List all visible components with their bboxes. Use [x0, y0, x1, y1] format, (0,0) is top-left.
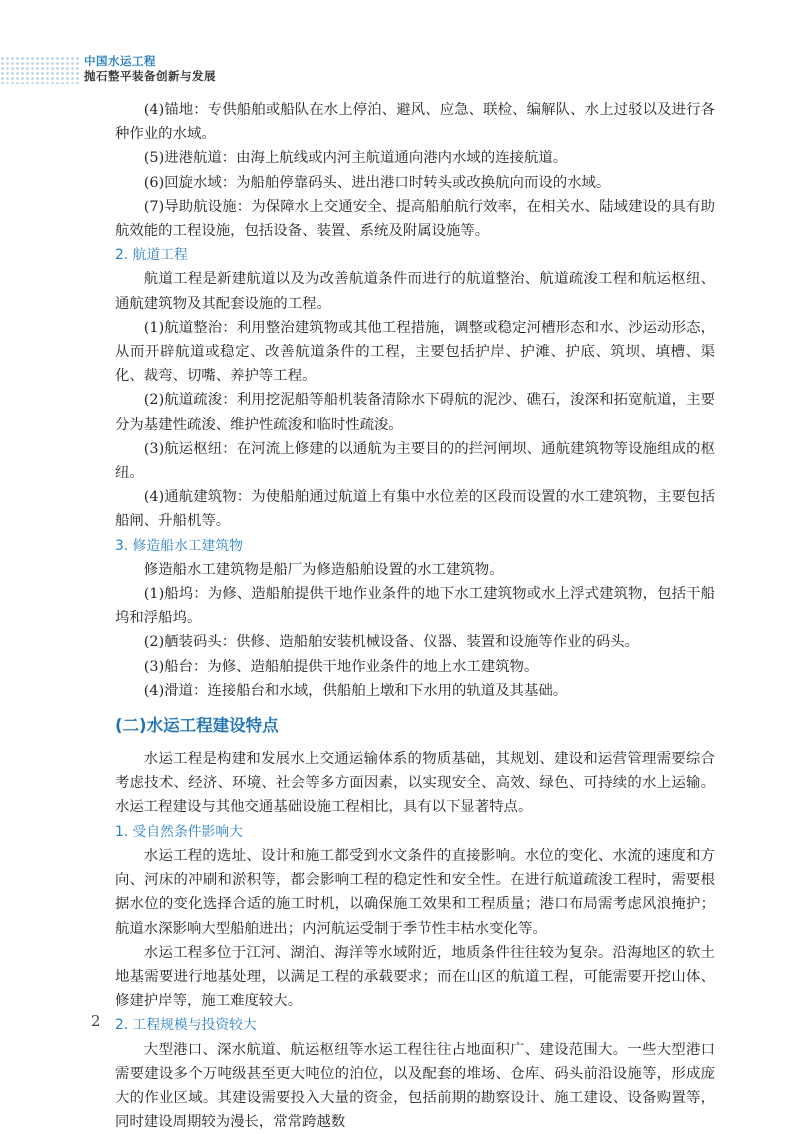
- series-title: 中国水运工程: [84, 54, 156, 68]
- page-number: 2: [91, 1012, 101, 1030]
- subheading-shipyard-structures: 3. 修造船水工建筑物: [115, 537, 243, 554]
- paragraph: 航道工程是新建航道以及为改善航道条件而进行的航道整治、航道疏浚工程和航运枢纽、通航建筑物及其配套设施的工程。: [115, 271, 715, 312]
- paragraph: (4)通航建筑物：为使船舶通过航道上有集中水位差的区段而设置的水工建筑物，主要包括船闸、升船机等。: [115, 489, 715, 530]
- section-heading: (二)水运工程建设特点: [115, 716, 279, 736]
- paragraph: (7)导助航设施：为保障水上交通安全、提高船舶航行效率，在相关水、陆域建设的具有助航效能的工程设施，包括设备、装置、系统及附属设施等。: [115, 198, 715, 240]
- paragraph: (5)进港航道：由海上航线或内河主航道通向港内水域的连接航道。: [143, 150, 568, 167]
- page-body: [115, 98, 715, 1134]
- paragraph: (3)船台：为修、造船舶提供干地作业条件的地上水工建筑物。: [143, 658, 539, 675]
- paragraph: (3)航运枢纽：在河流上修建的以通航为主要目的的拦河闸坝、通航建筑物等设施组成的枢纽。: [115, 440, 715, 482]
- paragraph: 水运工程多位于江河、湖泊、海洋等水域附近，地质条件往往较为复杂。沿海地区的软土地基需要进行地基处理，以满足工程的承载要求；而在山区的航道工程，可能需要开挖山体、修建护岸等，施工难度较大。: [115, 944, 715, 1010]
- paragraph: (6)回旋水域：为船舶停靠码头、进出港口时转头或改换航向而设的水域。: [143, 174, 611, 191]
- paragraph: 水运工程是构建和发展水上交通运输体系的物质基础，其规划、建设和运营管理需要综合考虑技术、经济、环境、社会等多方面因素，以实现安全、高效、绿色、可持续的水上运输。水运工程建设与其他交通基础设施工程相比，具有以下显著特点。: [115, 751, 715, 816]
- paragraph: 水运工程的选址、设计和施工都受到水文条件的直接影响。水位的变化、水流的速度和方向、河床的冲刷和淤积等，都会影响工程的稳定性和安全性。在进行航道疏浚工程时，需要根据水位的变化选择合适的施工时机，以确保施工效果和工程质量；港口布局需考虑风浪掩护；航道水深影响大型船舶进出；内河航运受制于季节性丰枯水变化等。: [115, 847, 715, 937]
- header-dot-pattern: [0, 56, 80, 84]
- paragraph: (2)航道疏浚：利用挖泥船等船机装备清除水下碍航的泥沙、礁石，浚深和拓宽航道，主要分为基建性疏浚、维护性疏浚和临时性疏浚。: [115, 392, 715, 433]
- subheading-channel-engineering: 2. 航道工程: [115, 247, 188, 264]
- paragraph: (4)滑道：连接船台和水域，供船舶上墩和下水用的轨道及其基础。: [143, 682, 568, 699]
- paragraph: (2)舾装码头：供修、造船舶安装机械设备、仪器、装置和设施等作业的码头。: [143, 634, 640, 651]
- paragraph: (1)航道整治：利用整治建筑物或其他工程措施，调整或稳定河槽形态和水、沙运动形态，从而开辟航道或稳定、改善航道条件的工程，主要包括护岸、护滩、护底、筑坝、填槽、渠化、裁弯、切嘴、养护等工程。: [115, 319, 715, 385]
- running-header: [84, 54, 216, 84]
- subheading-scale-investment: 2. 工程规模与投资较大: [115, 1017, 257, 1034]
- paragraph: 修造船水工建筑物是船厂为修造船舶设置的水工建筑物。: [143, 561, 504, 578]
- paragraph: (4)锚地：专供船舶或船队在水上停泊、避风、应急、联检、编解队、水上过驳以及进行各种作业的水域。: [115, 102, 715, 143]
- subheading-natural-conditions: 1. 受自然条件影响大: [115, 823, 243, 840]
- paragraph: 大型港口、深水航道、航运枢纽等水运工程往往占地面积广、建设范围大。一些大型港口需要建设多个万吨级甚至更大吨位的泊位，以及配套的堆场、仓库、码头前沿设施等，形成庞大的作业区域。其建设需要投入大量的资金，包括前期的勘察设计、施工建设、设备购置等，同时建设周期较为漫长，常常跨越数: [115, 1041, 715, 1131]
- paragraph: (1)船坞：为修、造船舶提供干地作业条件的地下水工建筑物或水上浮式建筑物，包括干船坞和浮船坞。: [115, 586, 715, 627]
- book-title: 抛石整平装备创新与发展: [84, 69, 216, 83]
